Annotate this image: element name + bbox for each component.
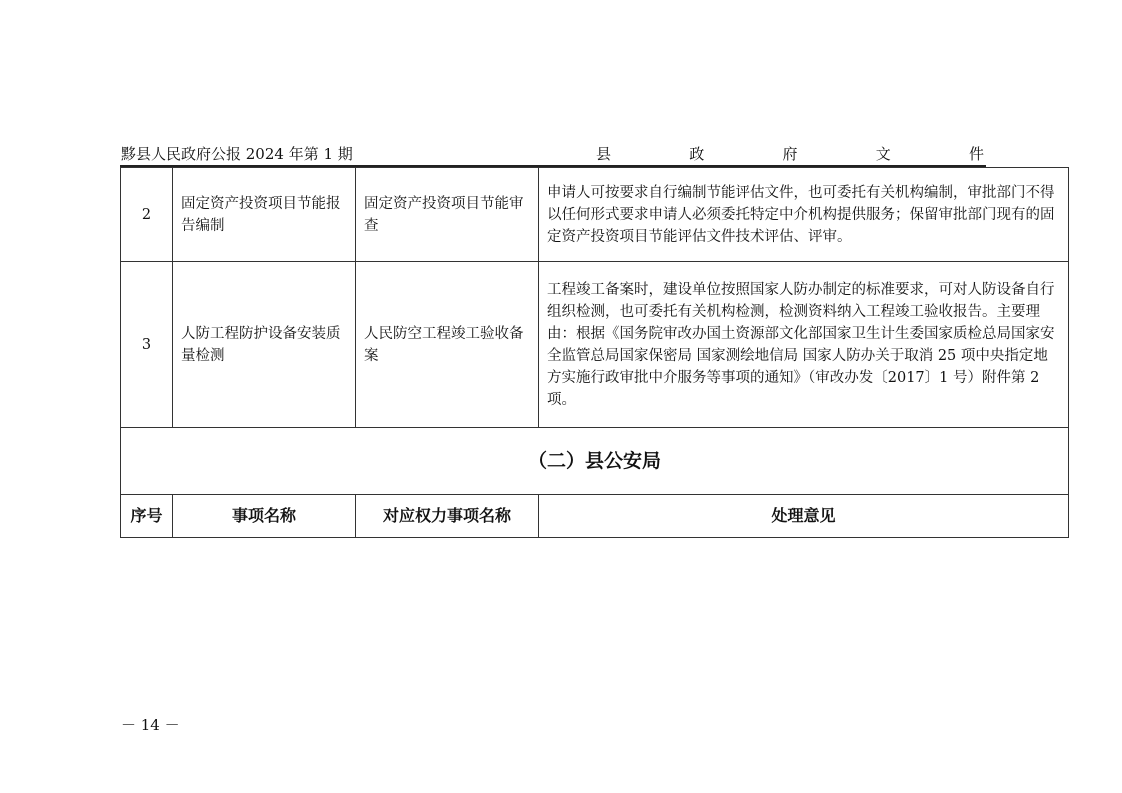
category-char: 县 [596,145,612,163]
table-row [121,262,1069,428]
page-number: － 14 － [121,716,180,734]
section-title: （二）县公安局 [121,428,1069,495]
item-name: 固定资产投资项目节能报告编制 [173,168,356,262]
category-char: 件 [968,145,984,163]
column-header-item: 事项名称 [173,495,356,538]
section-row [121,428,1069,495]
document-category [596,143,984,164]
column-header-power-item: 对应权力事项名称 [356,495,539,538]
items-table [120,167,1069,538]
row-number: 3 [121,262,173,428]
column-header-opinion: 处理意见 [539,495,1069,538]
category-char: 府 [782,145,798,163]
row-number: 2 [121,168,173,262]
column-header-no: 序号 [121,495,173,538]
category-char: 文 [875,145,891,163]
handling-opinion: 申请人可按要求自行编制节能评估文件，也可委托有关机构编制，审批部门不得以任何形式要求申请人必须委托特定中介机构提供服务；保留审批部门现有的固定资产投资项目节能评估文件技术评估、评审。 [539,168,1069,262]
category-char: 政 [689,145,705,163]
handling-opinion: 工程竣工备案时，建设单位按照国家人防办制定的标准要求，可对人防设备自行组织检测，也可委托有关机构检测，检测资料纳入工程竣工验收报告。主要理由：根据《国务院审改办国土资源部文化部国家卫生计生委国家质检总局国家安全监管总局国家保密局 国家测绘地信局 国家人防办关于取消 25 项中央指定地方实施行政审批中介服务等事项的通知》（审改办发〔2017〕1 号）附件第 2 项。 [539,262,1069,428]
power-item-name: 固定资产投资项目节能审查 [356,168,539,262]
column-header-row [121,495,1069,538]
publication-title: 黟县人民政府公报 2024 年第 1 期 [121,145,353,163]
table-row [121,168,1069,262]
item-name: 人防工程防护设备安装质量检测 [173,262,356,428]
power-item-name: 人民防空工程竣工验收备案 [356,262,539,428]
